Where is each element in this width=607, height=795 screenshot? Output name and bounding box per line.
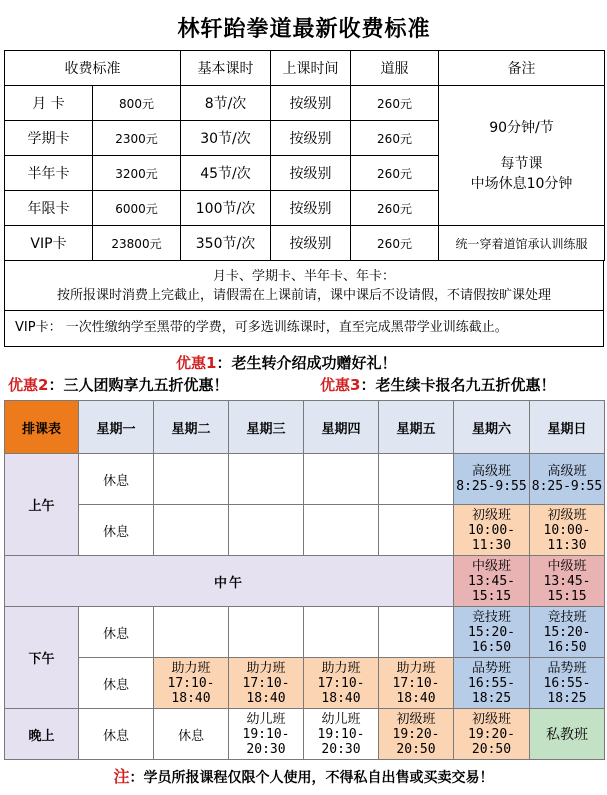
card-uniform: 260元 [351,121,439,156]
card-time: 按级别 [271,156,351,191]
card-uniform: 260元 [351,226,439,261]
class-name: 高级班 [547,464,587,479]
card-time: 按级别 [271,121,351,156]
card-price: 6000元 [93,191,181,226]
schedule-row [5,556,605,607]
class-cell [379,658,454,709]
card-price: 800元 [93,86,181,121]
remark-cell [439,86,605,226]
header-time: 上课时间 [271,51,351,86]
page-title: 林轩跆拳道最新收费标准 [177,16,431,42]
card-uniform: 260元 [351,86,439,121]
class-cell [229,658,304,709]
period-evening: 晚上 [5,709,79,760]
class-cell [154,658,229,709]
card-name: 学期卡 [5,121,93,156]
promo-1 [176,352,396,373]
class-time: 16:55-18:25 [468,675,515,706]
footer-tag: 注 [113,767,130,786]
schedule-corner: 排课表 [5,401,79,454]
class-cell [454,454,530,505]
promo-3 [320,374,555,395]
footer-note [0,764,607,787]
class-name: 助力班 [396,660,436,676]
header-remark: 备注 [439,51,605,86]
card-price: 2300元 [93,121,181,156]
schedule-row [5,607,605,658]
class-cell [530,505,605,556]
card-name: 年限卡 [5,191,93,226]
class-name: 品势班 [471,660,511,676]
class-time: 17:10-18:40 [317,675,365,706]
class-time: 19:10-20:30 [242,726,290,757]
schedule-row [5,505,605,556]
card-lessons: 100节/次 [181,191,271,226]
period-noon: 中午 [5,556,454,607]
promo-3-text: ：老生续卡报名九五折优惠！ [360,376,556,394]
class-time: 13:45-15:15 [543,573,591,604]
rest-cell: 休息 [79,658,154,709]
class-name: 高级班 [471,464,511,479]
schedule-row [5,709,605,760]
card-name: 月 卡 [5,86,93,121]
remark-per-lesson: 每节课 [500,155,543,172]
class-name: 中级班 [547,558,587,574]
class-name: 竞技班 [471,609,511,625]
promo-3-tag: 优惠3 [320,376,361,394]
class-time: 19:20-20:50 [468,726,515,757]
card-time: 按级别 [271,226,351,261]
empty-cell [304,454,379,505]
rest-cell: 休息 [79,607,154,658]
class-cell [379,709,454,760]
day-header: 星期五 [379,401,454,454]
empty-cell [379,454,454,505]
class-cell [454,658,530,709]
private-class-cell: 私教班 [530,709,605,760]
empty-cell [154,505,229,556]
promo-2 [8,374,228,395]
vip-note: VIP卡： 一次性缴纳学至黑带的学费，可多选训练课时，直至完成黑带学业训练截止。 [4,311,604,347]
promo-1-tag: 优惠1 [176,354,217,372]
rest-cell: 休息 [79,454,154,505]
empty-cell [154,607,229,658]
schedule-row [5,658,605,709]
class-cell [530,658,605,709]
class-time: 17:10-18:40 [242,675,290,706]
class-time: 8:25-9:55 [531,479,603,494]
class-cell [454,556,530,607]
schedule-header-row [5,401,605,454]
period-afternoon: 下午 [5,607,79,709]
class-name: 初级班 [471,711,511,727]
rest-cell: 休息 [154,709,229,760]
class-name: 竞技班 [547,609,587,625]
remark-vip: 统一穿着道馆承认训练服 [439,226,605,261]
class-cell [454,607,530,658]
day-header: 星期六 [454,401,530,454]
class-time: 17:10-18:40 [167,675,215,706]
class-time: 8:25-9:55 [456,479,527,494]
class-cell [229,709,304,760]
class-cell [304,709,379,760]
remark-duration: 90分钟/节 [489,119,554,136]
class-time: 19:20-20:50 [392,726,440,757]
day-header: 星期日 [530,401,605,454]
empty-cell [304,607,379,658]
class-time: 10:00-11:30 [543,522,591,553]
day-header: 星期三 [229,401,304,454]
day-header: 星期二 [154,401,229,454]
class-name: 助力班 [321,660,361,676]
fee-row [5,86,605,121]
class-cell [304,658,379,709]
card-uniform: 260元 [351,156,439,191]
class-name: 幼儿班 [321,711,361,727]
card-lessons: 350节/次 [181,226,271,261]
class-time: 16:55-18:25 [543,675,591,706]
card-rules-note [4,261,604,311]
card-price: 3200元 [93,156,181,191]
class-name: 助力班 [171,660,211,676]
promo-1-text: ：老生转介绍成功赠好礼！ [216,354,397,372]
card-lessons: 45节/次 [181,156,271,191]
class-cell [530,607,605,658]
period-morning: 上午 [5,454,79,556]
class-name: 品势班 [547,660,587,676]
schedule-row [5,454,605,505]
header-uniform: 道服 [351,51,439,86]
empty-cell [154,454,229,505]
card-lessons: 8节/次 [181,86,271,121]
note-line-2: 按所报课时消费上完截止，请假需在上课前请，课中课后不设请假，不请假按旷课处理 [56,288,551,303]
empty-cell [379,505,454,556]
empty-cell [229,505,304,556]
card-name: 半年卡 [5,156,93,191]
empty-cell [304,505,379,556]
header-lessons: 基本课时 [181,51,271,86]
card-time: 按级别 [271,86,351,121]
class-name: 初级班 [547,507,587,523]
class-cell [454,505,530,556]
day-header: 星期四 [304,401,379,454]
schedule-table [4,400,605,760]
class-name: 幼儿班 [246,711,286,727]
class-name: 中级班 [471,558,511,574]
class-name: 初级班 [396,711,436,727]
day-header: 星期一 [79,401,154,454]
class-time: 15:20-16:50 [543,624,591,655]
rest-cell: 休息 [79,709,154,760]
card-uniform: 260元 [351,191,439,226]
card-name: VIP卡 [5,226,93,261]
header-fee: 收费标准 [5,51,181,86]
fee-header-row [5,51,605,86]
class-time: 15:20-16:50 [468,624,515,655]
card-price: 23800元 [93,226,181,261]
remark-break: 中场休息10分钟 [470,175,573,192]
note-line-1: 月卡、学期卡、半年卡、年卡： [212,269,395,284]
class-cell [530,556,605,607]
empty-cell [379,607,454,658]
empty-cell [229,454,304,505]
fee-row [5,226,605,261]
promo-2-tag: 优惠2 [8,376,49,394]
rest-cell: 休息 [79,505,154,556]
class-time: 10:00-11:30 [468,522,515,553]
fee-table [4,50,605,261]
promo-2-text: ：三人团购享九五折优惠！ [48,376,229,394]
class-name: 助力班 [246,660,286,676]
class-name: 初级班 [471,507,511,523]
class-time: 19:10-20:30 [317,726,365,757]
class-time: 17:10-18:40 [392,675,440,706]
card-time: 按级别 [271,191,351,226]
class-cell [530,454,605,505]
empty-cell [229,607,304,658]
footer-text: ：学员所报课程仅限个人使用，不得私自出售或买卖交易！ [129,770,494,786]
class-time: 13:45-15:15 [468,573,515,604]
class-cell [454,709,530,760]
card-lessons: 30节/次 [181,121,271,156]
